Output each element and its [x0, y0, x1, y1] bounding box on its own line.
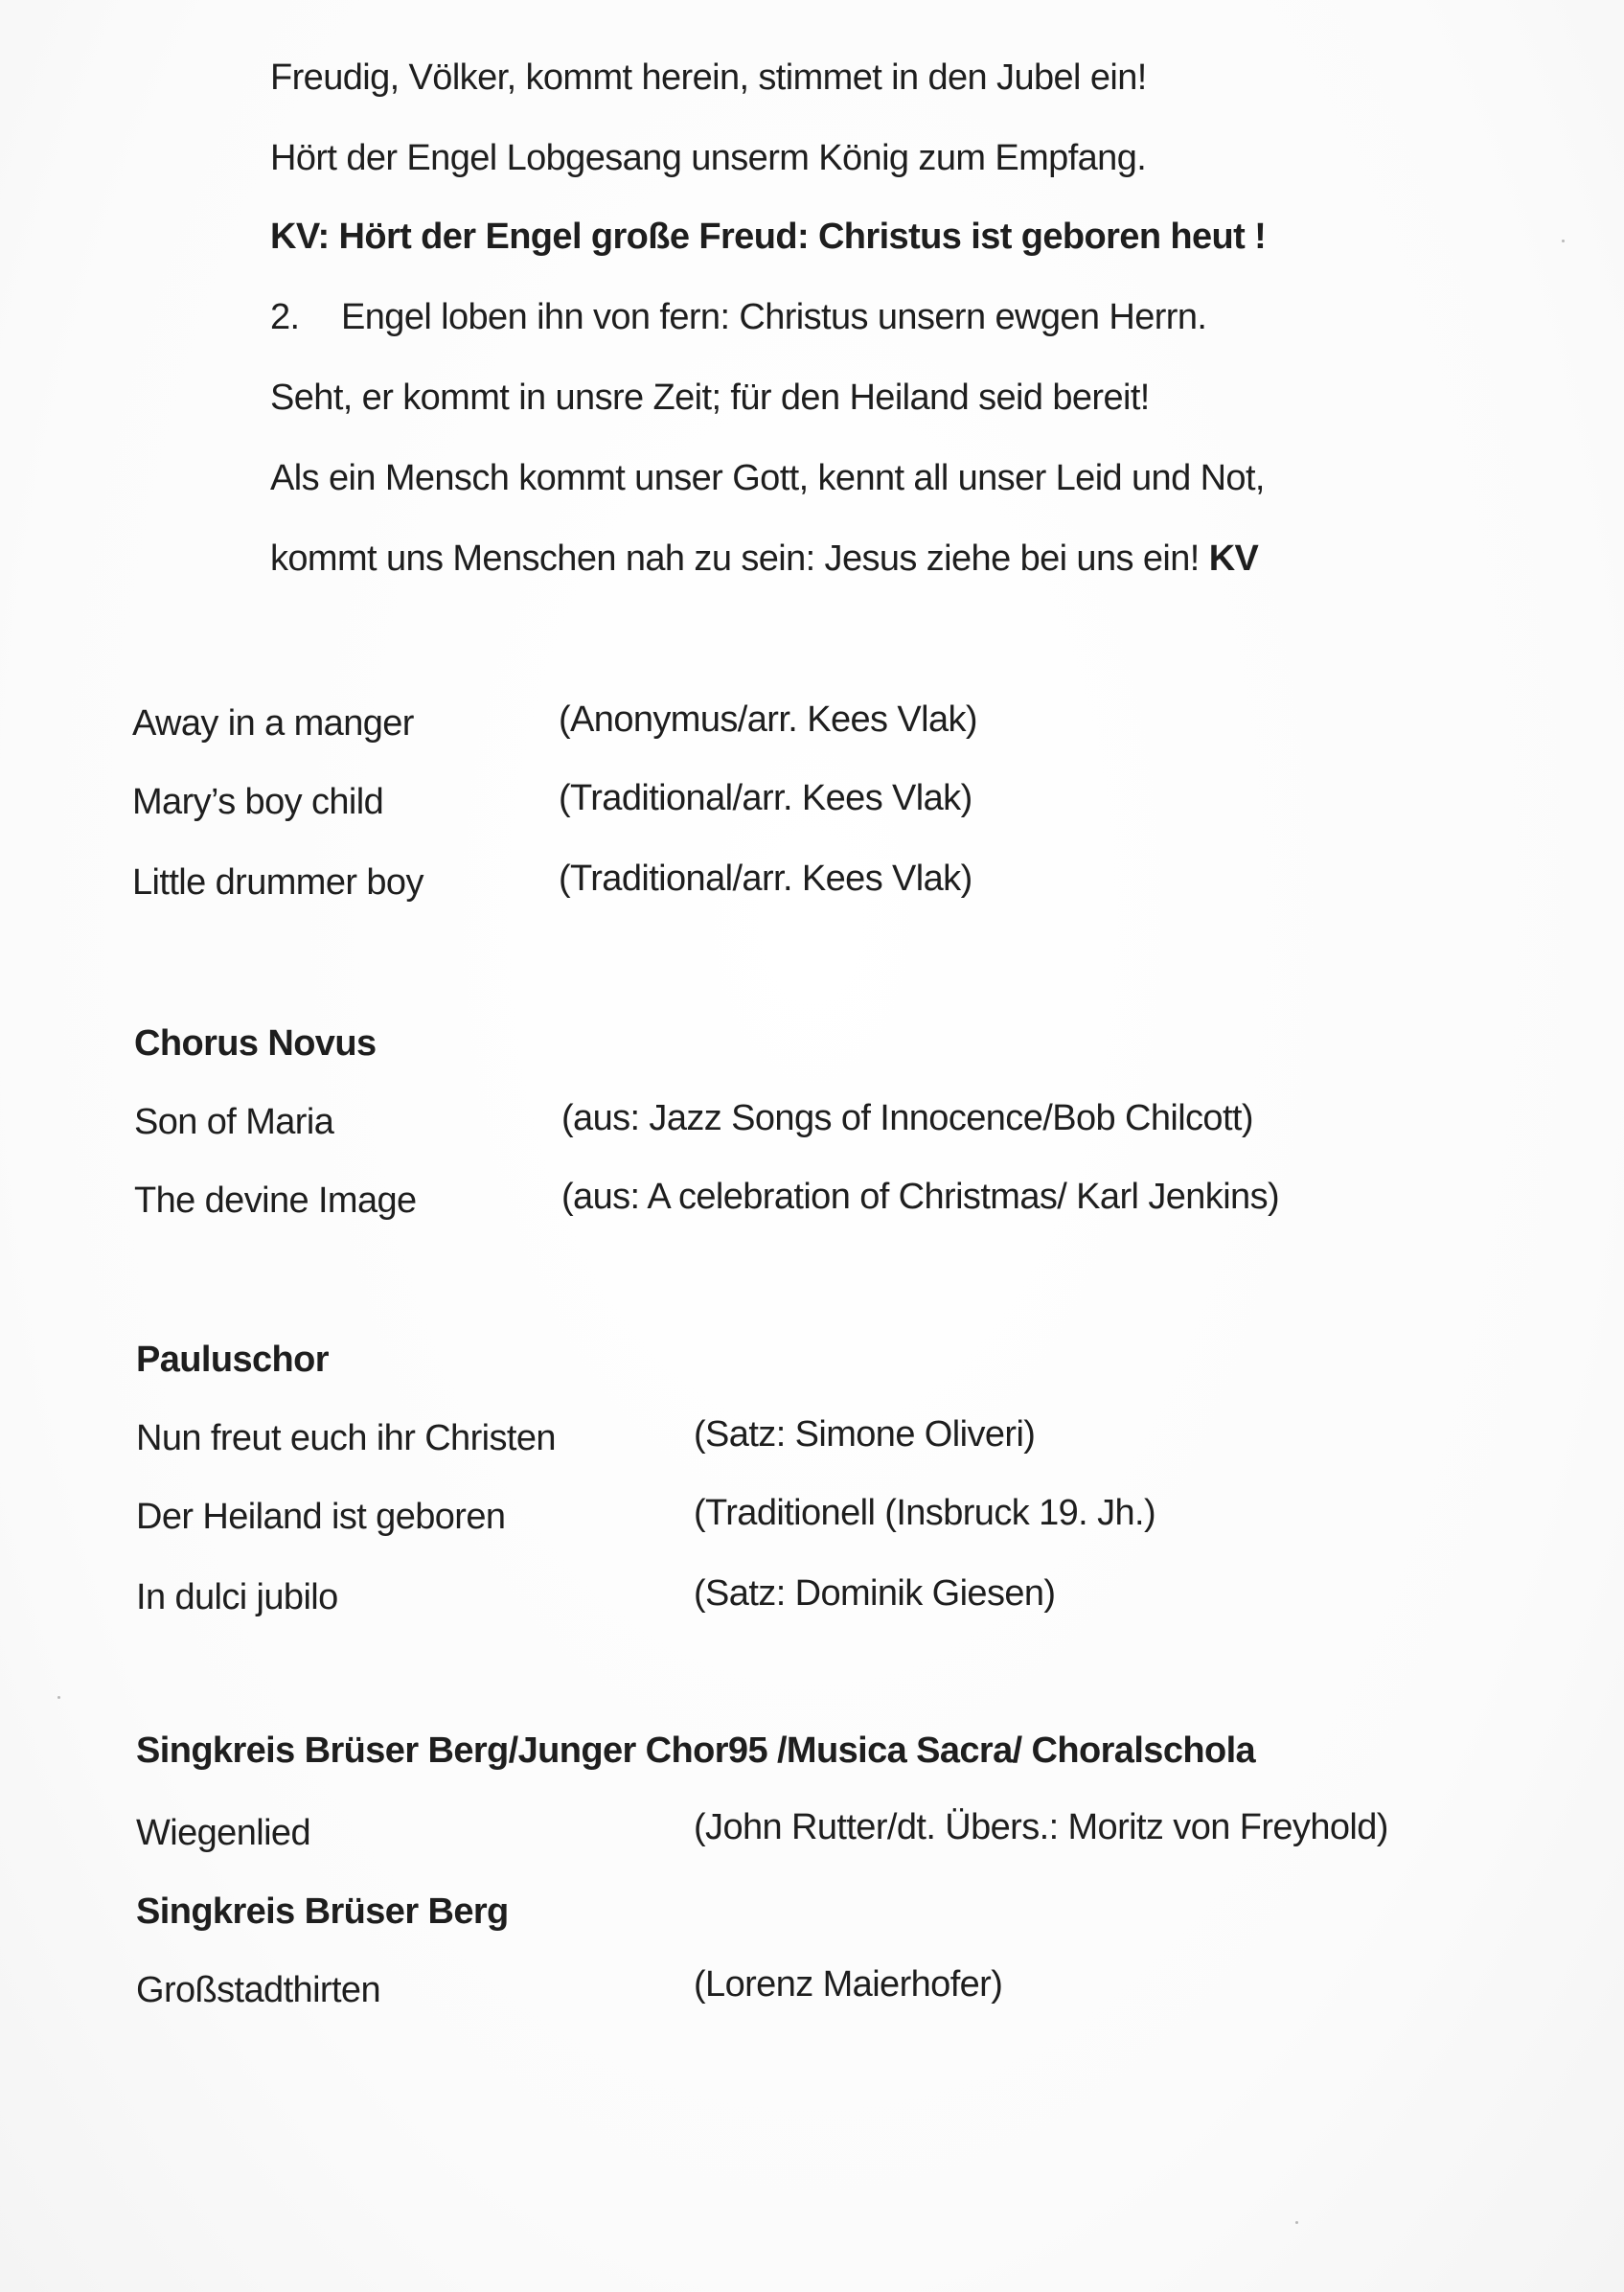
song-credit: (Traditionell (Insbruck 19. Jh.) — [694, 1493, 1156, 1533]
choir-heading: Pauluschor — [136, 1340, 329, 1380]
song-title: Little drummer boy — [132, 862, 423, 903]
refrain-marker: KV — [1208, 539, 1259, 579]
song-credit: (Lorenz Maierhofer) — [694, 1964, 1003, 2005]
verse-line: Freudig, Völker, kommt herein, stimmet in den Jubel ein! — [270, 57, 1147, 98]
song-title: Nun freut euch ihr Christen — [136, 1418, 556, 1458]
choir-heading: Singkreis Brüser Berg — [136, 1891, 509, 1932]
scan-speck — [1562, 240, 1565, 242]
choir-heading: Singkreis Brüser Berg/Junger Chor95 /Musica Sacra/ Choralschola — [136, 1730, 1256, 1771]
verse-number: 2. — [270, 297, 300, 337]
song-credit: (aus: A celebration of Christmas/ Karl Jenkins) — [561, 1177, 1280, 1217]
verse-line: Seht, er kommt in unsre Zeit; für den Heiland seid bereit! — [270, 378, 1150, 418]
verse-last-line — [270, 540, 1258, 577]
song-credit: (Traditional/arr. Kees Vlak) — [559, 859, 972, 899]
verse-2-first-line — [270, 299, 1206, 335]
song-title: Away in a manger — [132, 703, 414, 744]
song-credit: (Anonymus/arr. Kees Vlak) — [559, 699, 977, 740]
scan-speck — [1295, 2221, 1298, 2224]
song-title: Der Heiland ist geboren — [136, 1497, 506, 1537]
song-credit: (aus: Jazz Songs of Innocence/Bob Chilcott) — [561, 1098, 1253, 1138]
song-title: Großstadthirten — [136, 1970, 380, 2010]
verse-line-text: Engel loben ihn von fern: Christus unsern ewgen Herrn. — [341, 297, 1207, 337]
song-title: Mary’s boy child — [132, 782, 384, 822]
song-title: Son of Maria — [134, 1102, 334, 1142]
refrain-line: KV: Hört der Engel große Freud: Christus ist geboren heut ! — [270, 217, 1267, 257]
verse-line: Hört der Engel Lobgesang unserm König zum Empfang. — [270, 138, 1147, 178]
song-title: The devine Image — [134, 1180, 417, 1221]
choir-heading: Chorus Novus — [134, 1023, 377, 1064]
song-title: Wiegenlied — [136, 1813, 310, 1853]
scan-speck — [57, 1696, 60, 1699]
song-title: In dulci jubilo — [136, 1577, 338, 1617]
song-credit: (Satz: Simone Oliveri) — [694, 1414, 1036, 1455]
song-credit: (Satz: Dominik Giesen) — [694, 1573, 1056, 1614]
song-credit: (Traditional/arr. Kees Vlak) — [559, 778, 972, 818]
verse-line-text: kommt uns Menschen nah zu sein: Jesus ziehe bei uns ein! — [270, 539, 1200, 579]
song-credit: (John Rutter/dt. Übers.: Moritz von Freyhold) — [694, 1807, 1388, 1847]
verse-line: Als ein Mensch kommt unser Gott, kennt all unser Leid und Not, — [270, 458, 1265, 498]
